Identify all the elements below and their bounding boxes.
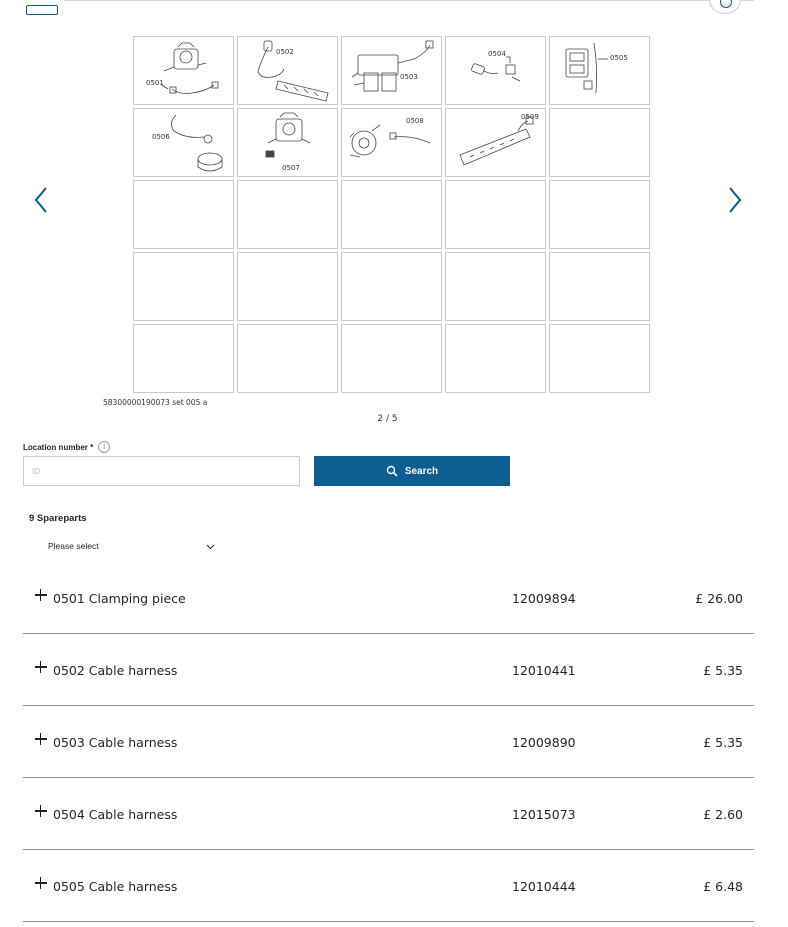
search-button-label: Search (404, 465, 439, 477)
sparepart-name: 0501 Clamping piece (53, 591, 186, 606)
diagram-cell-empty (445, 180, 546, 249)
info-icon[interactable]: i (98, 441, 110, 453)
pump-drawing (134, 37, 233, 104)
top-toggle-button[interactable] (26, 5, 58, 15)
carousel-prev-button[interactable] (27, 180, 57, 220)
diagram-cell-empty (237, 180, 338, 249)
diagram-cell-empty (549, 324, 650, 393)
sparepart-price: £ 6.48 (703, 879, 743, 894)
search-icon (386, 465, 398, 477)
sort-select-label: Please select (48, 541, 99, 551)
expand-plus-icon[interactable] (35, 805, 47, 817)
sort-select[interactable] (44, 538, 219, 558)
carousel-pager: 2 / 5 (377, 414, 398, 424)
diagram-code: 0501 (146, 79, 164, 87)
sparepart-name: 0503 Cable harness (53, 735, 178, 750)
diagram-cell-empty (445, 252, 546, 321)
chevron-right-icon (720, 180, 750, 220)
diagram-cell-empty (237, 252, 338, 321)
diagram-cell-empty (341, 252, 442, 321)
diagram-code: 0502 (276, 48, 294, 56)
sparepart-row[interactable] (23, 778, 754, 850)
diagram-code: 0506 (152, 133, 170, 141)
location-number-input[interactable] (23, 456, 300, 486)
diagram-cell-0501[interactable] (133, 36, 234, 105)
expand-plus-icon[interactable] (35, 877, 47, 889)
sparepart-number: 12009894 (512, 591, 576, 606)
spareparts-list (23, 562, 754, 922)
expand-plus-icon[interactable] (35, 661, 47, 673)
sparepart-number: 12010444 (512, 879, 576, 894)
diagram-cell-0503[interactable] (341, 36, 442, 105)
sparepart-name: 0504 Cable harness (53, 807, 178, 822)
sparepart-name: 0502 Cable harness (53, 663, 178, 678)
valve-drawing (342, 37, 441, 104)
heater-pump-drawing (342, 109, 441, 176)
diagram-cell-empty (237, 324, 338, 393)
diagram-cell-0507[interactable] (237, 108, 338, 177)
diagram-code: 0503 (400, 73, 418, 81)
location-number-label-text: Location number * (23, 442, 94, 452)
cable-drawing (446, 37, 545, 104)
diagram-cell-empty (549, 180, 650, 249)
diagram-code: 0507 (282, 164, 300, 172)
sparepart-name: 0505 Cable harness (53, 879, 178, 894)
diagram-caption: 58300000190073 set 005 a (103, 398, 208, 407)
diagram-cell-0509[interactable] (445, 108, 546, 177)
diagram-cell-empty (133, 324, 234, 393)
sparepart-number: 12015073 (512, 807, 576, 822)
sparepart-row[interactable] (23, 634, 754, 706)
spareparts-count: 9 Spareparts (29, 513, 87, 524)
diagram-code: 0505 (610, 54, 628, 62)
sparepart-price: £ 5.35 (703, 735, 743, 750)
parts-diagram-grid (133, 36, 654, 395)
diagram-cell-empty (445, 324, 546, 393)
diagram-cell-0504[interactable] (445, 36, 546, 105)
sparepart-price: £ 26.00 (695, 591, 743, 606)
diagram-cell-0506[interactable] (133, 108, 234, 177)
chevron-left-icon (27, 180, 57, 220)
carousel-next-button[interactable] (720, 180, 750, 220)
sparepart-row[interactable] (23, 562, 754, 634)
diagram-cell-empty (133, 252, 234, 321)
sparepart-row[interactable] (23, 850, 754, 922)
diagram-code: 0508 (406, 117, 424, 125)
hose-drawing (134, 109, 233, 176)
diagram-cell-empty (133, 180, 234, 249)
diagram-cell-empty (549, 108, 650, 177)
diagram-cell-0508[interactable] (341, 108, 442, 177)
diagram-cell-empty (341, 324, 442, 393)
sparepart-price: £ 2.60 (703, 807, 743, 822)
chevron-down-icon (206, 544, 215, 550)
sparepart-price: £ 5.35 (703, 663, 743, 678)
diagram-cell-empty (549, 252, 650, 321)
location-number-label (23, 441, 110, 453)
module-drawing (550, 37, 649, 104)
diagram-code: 0509 (521, 113, 539, 121)
account-icon[interactable] (709, 0, 741, 14)
top-divider (64, 0, 754, 1)
diagram-cell-0505[interactable] (549, 36, 650, 105)
diagram-code: 0504 (488, 50, 506, 58)
expand-plus-icon[interactable] (35, 733, 47, 745)
search-button[interactable] (314, 456, 510, 486)
sparepart-row[interactable] (23, 706, 754, 778)
sparepart-number: 12010441 (512, 663, 576, 678)
sparepart-number: 12009890 (512, 735, 576, 750)
diagram-cell-empty (341, 180, 442, 249)
diagram-cell-0502[interactable] (237, 36, 338, 105)
expand-plus-icon[interactable] (35, 589, 47, 601)
